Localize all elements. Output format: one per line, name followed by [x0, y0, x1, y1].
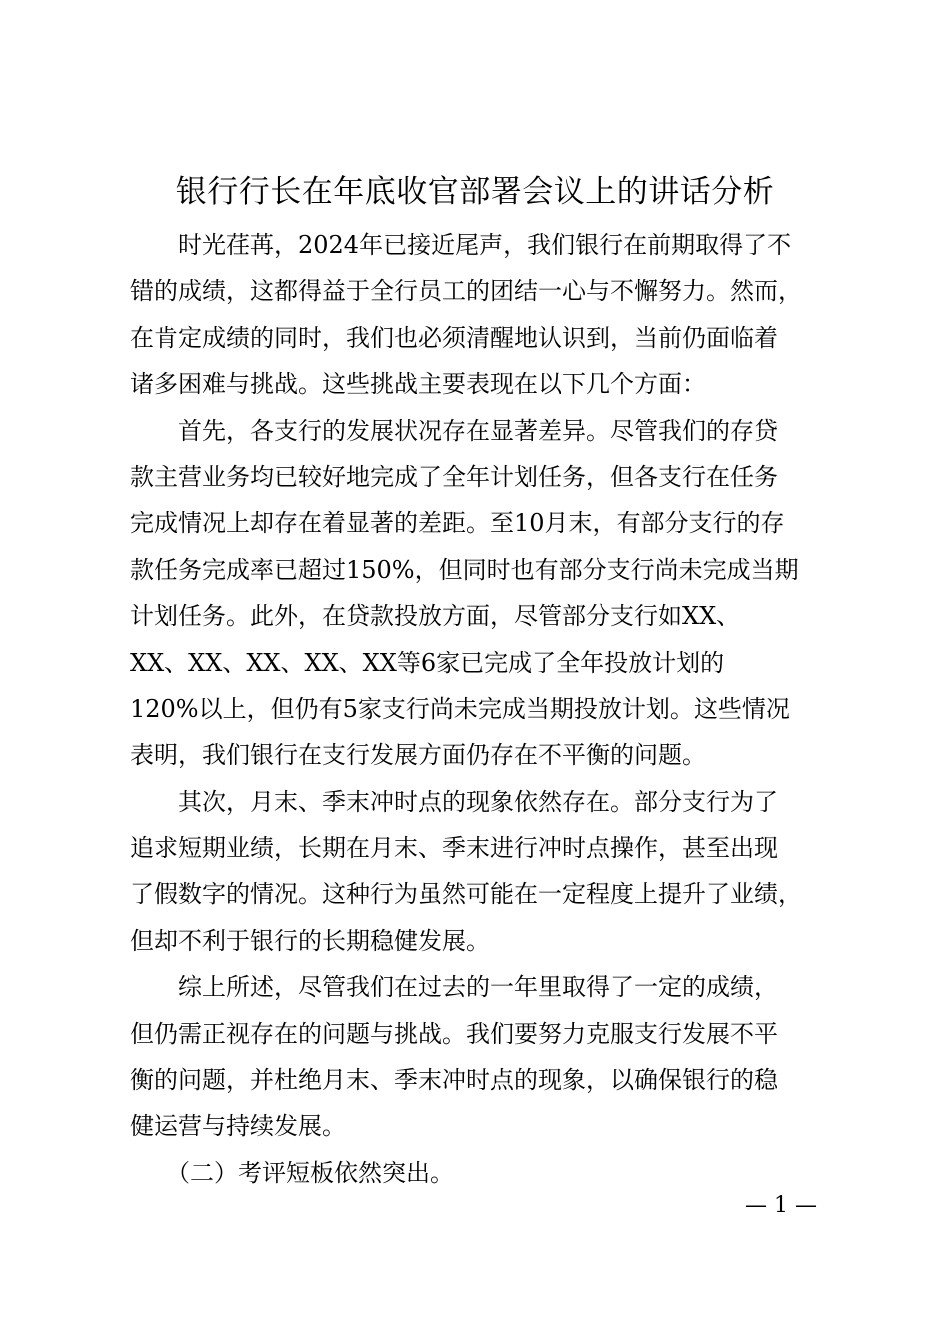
paragraph-line: 错的成绩，这都得益于全行员工的团结一心与不懈努力。然而，: [130, 277, 802, 306]
document-title: 银行行长在年底收官部署会议上的讲话分析: [175, 174, 775, 210]
paragraph-line: 但却不利于银行的长期稳健发展。: [130, 926, 490, 955]
page-number: — 1 —: [745, 1193, 817, 1218]
paragraph-line: 款任务完成率已超过150%，但同时也有部分支行尚未完成当期: [130, 555, 799, 584]
paragraph-line: 120%以上，但仍有5家支行尚未完成当期投放计划。这些情况: [130, 694, 790, 723]
document-body: [130, 222, 830, 1196]
paragraph-line: 衡的问题，并杜绝月末、季末冲时点的现象，以确保银行的稳: [130, 1066, 778, 1095]
paragraph-line: 完成情况上却存在着显著的差距。至10月末，有部分支行的存: [130, 509, 785, 538]
paragraph-line: 诸多困难与挑战。这些挑战主要表现在以下几个方面：: [130, 370, 706, 399]
paragraph-line: 时光荏苒，2024年已接近尾声，我们银行在前期取得了不: [178, 231, 792, 259]
paragraph-line: 在肯定成绩的同时，我们也必须清醒地认识到，当前仍面临着: [130, 323, 778, 352]
paragraph-line: 计划任务。此外，在贷款投放方面，尽管部分支行如XX、: [130, 602, 741, 631]
paragraph-summary: [130, 964, 830, 1150]
paragraph-intro: [130, 222, 830, 408]
paragraph-line: 其次，月末、季末冲时点的现象依然存在。部分支行为了: [178, 787, 778, 816]
paragraph-line: 表明，我们银行在支行发展方面仍存在不平衡的问题。: [130, 741, 706, 770]
paragraph-line: 健运营与持续发展。: [130, 1112, 346, 1141]
paragraph-line: 款主营业务均已较好地完成了全年计划任务，但各支行在任务: [130, 462, 778, 491]
paragraph-first-point: [130, 408, 830, 779]
paragraph-line: 综上所述，尽管我们在过去的一年里取得了一定的成绩，: [178, 973, 778, 1002]
paragraph-line: XX、XX、XX、XX、XX等6家已完成了全年投放计划的: [130, 648, 725, 677]
paragraph-line: 首先，各支行的发展状况存在显著差异。尽管我们的存贷: [178, 416, 778, 445]
paragraph-second-point: [130, 779, 830, 965]
section-heading: （二）考评短板依然突出。: [166, 1158, 454, 1187]
paragraph-line: 追求短期业绩，长期在月末、季末进行冲时点操作，甚至出现: [130, 834, 778, 863]
paragraph-line: 了假数字的情况。这种行为虽然可能在一定程度上提升了业绩，: [130, 880, 802, 909]
paragraph-line: 但仍需正视存在的问题与挑战。我们要努力克服支行发展不平: [130, 1019, 778, 1048]
